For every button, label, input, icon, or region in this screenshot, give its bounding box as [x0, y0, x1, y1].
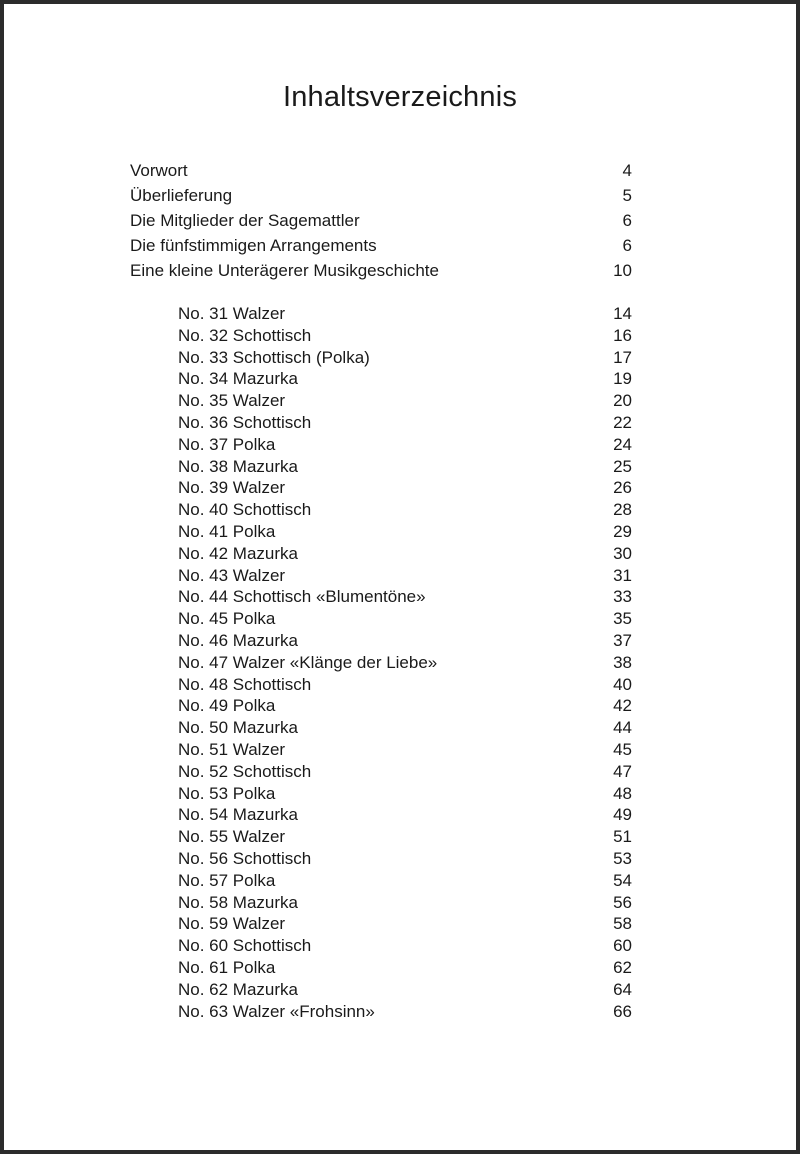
toc-row	[130, 652, 632, 674]
toc-row	[130, 957, 632, 979]
toc-entry-label: No. 48 Schottisch	[178, 674, 312, 694]
toc-entry-page-number: 4	[622, 161, 632, 180]
toc-entry-label: No. 63 Walzer «Frohsinn»	[178, 1001, 375, 1021]
toc-row	[130, 674, 632, 696]
toc-entry-page-number: 24	[613, 434, 632, 454]
toc-entry-page-number: 64	[613, 979, 632, 999]
toc-entry-page-number: 19	[613, 369, 632, 389]
toc-entry-page-number: 28	[613, 500, 632, 520]
toc-row	[130, 456, 632, 478]
toc-entry-label: No. 39 Walzer	[178, 478, 286, 498]
toc-entry-page-number: 47	[613, 761, 632, 781]
toc-entry-page-number: 16	[613, 325, 632, 345]
toc-entry-page-number: 10	[613, 261, 632, 280]
toc-row	[130, 325, 632, 347]
toc-row	[130, 258, 632, 283]
toc-entry-page-number: 31	[613, 565, 632, 585]
toc-entry-label: No. 50 Mazurka	[178, 718, 298, 738]
toc-entry-label: No. 58 Mazurka	[178, 892, 298, 912]
toc-entry-label: No. 42 Mazurka	[178, 543, 298, 563]
toc-row	[130, 935, 632, 957]
toc-row	[130, 783, 632, 805]
pieces-section	[130, 303, 632, 1022]
toc-entry-page-number: 54	[613, 870, 632, 890]
toc-entry-page-number: 53	[613, 848, 632, 868]
toc-entry-page-number: 62	[613, 957, 632, 977]
toc-row	[130, 630, 632, 652]
toc-entry-label: No. 35 Walzer	[178, 391, 286, 411]
toc-row	[130, 543, 632, 565]
toc-entry-page-number: 45	[613, 739, 632, 759]
toc-row	[130, 1001, 632, 1023]
toc-row	[130, 826, 632, 848]
toc-entry-page-number: 25	[613, 456, 632, 476]
toc-entry-page-number: 48	[613, 783, 632, 803]
toc-row	[130, 913, 632, 935]
toc-entry-page-number: 35	[613, 609, 632, 629]
toc-row	[130, 368, 632, 390]
toc-entry-page-number: 60	[613, 936, 632, 956]
toc-row	[130, 303, 632, 325]
toc-row	[130, 183, 632, 208]
toc-entry-label: No. 55 Walzer	[178, 827, 286, 847]
toc-row	[130, 565, 632, 587]
toc-entry-label: No. 34 Mazurka	[178, 369, 298, 389]
page-title: Inhaltsverzeichnis	[282, 81, 518, 113]
toc-entry-label: No. 45 Polka	[178, 609, 276, 629]
toc-entry-page-number: 58	[613, 914, 632, 934]
toc-row	[130, 412, 632, 434]
toc-entry-page-number: 44	[613, 718, 632, 738]
toc-entry-label: No. 33 Schottisch (Polka)	[178, 347, 370, 367]
toc-entry-page-number: 6	[622, 211, 632, 230]
toc-entry-label: No. 61 Polka	[178, 957, 276, 977]
toc-row	[130, 608, 632, 630]
toc-entry-label: No. 36 Schottisch	[178, 412, 312, 432]
toc-row	[130, 390, 632, 412]
toc-entry-page-number: 33	[613, 587, 632, 607]
intro-section	[130, 158, 632, 283]
toc-entry-label: No. 59 Walzer	[178, 914, 286, 934]
toc-entry-page-number: 37	[613, 630, 632, 650]
toc-entry-label: Die Mitglieder der Sagemattler	[130, 211, 360, 230]
toc-row	[130, 477, 632, 499]
toc-entry-label: No. 49 Polka	[178, 696, 276, 716]
toc-entry-label: No. 56 Schottisch	[178, 848, 312, 868]
toc-entry-label: No. 57 Polka	[178, 870, 276, 890]
toc-entry-label: No. 46 Mazurka	[178, 630, 298, 650]
toc-entry-page-number: 6	[622, 236, 632, 255]
toc-entry-page-number: 22	[613, 412, 632, 432]
toc-row	[130, 717, 632, 739]
table-of-contents	[130, 158, 632, 1022]
toc-entry-label: No. 32 Schottisch	[178, 325, 312, 345]
toc-entry-label: No. 43 Walzer	[178, 565, 286, 585]
toc-entry-label: No. 40 Schottisch	[178, 500, 312, 520]
toc-entry-label: Eine kleine Unterägerer Musikgeschichte	[130, 261, 439, 280]
toc-entry-page-number: 30	[613, 543, 632, 563]
toc-entry-label: No. 38 Mazurka	[178, 456, 298, 476]
toc-entry-label: Die fünfstimmigen Arrangements	[130, 236, 377, 255]
toc-row	[130, 739, 632, 761]
toc-row	[130, 347, 632, 369]
toc-entry-page-number: 42	[613, 696, 632, 716]
toc-entry-page-number: 29	[613, 521, 632, 541]
toc-entry-label: No. 31 Walzer	[178, 304, 286, 323]
toc-entry-label: No. 41 Polka	[178, 521, 276, 541]
toc-entry-label: No. 37 Polka	[178, 434, 276, 454]
toc-entry-page-number: 49	[613, 805, 632, 825]
toc-row	[130, 892, 632, 914]
toc-row	[130, 695, 632, 717]
toc-row	[130, 870, 632, 892]
toc-entry-label: No. 51 Walzer	[178, 739, 286, 759]
toc-entry-label: No. 52 Schottisch	[178, 761, 312, 781]
toc-entry-page-number: 5	[622, 186, 632, 205]
toc-entry-page-number: 17	[613, 347, 632, 367]
toc-row	[130, 761, 632, 783]
toc-entry-label: No. 47 Walzer «Klänge der Liebe»	[178, 652, 438, 672]
toc-entry-page-number: 26	[613, 478, 632, 498]
toc-entry-label: No. 44 Schottisch «Blumentöne»	[178, 587, 426, 607]
toc-row	[130, 521, 632, 543]
toc-row	[130, 586, 632, 608]
toc-entry-page-number: 20	[613, 391, 632, 411]
toc-entry-label: No. 54 Mazurka	[178, 805, 298, 825]
toc-entry-label: No. 53 Polka	[178, 783, 276, 803]
toc-entry-label: Vorwort	[130, 161, 188, 180]
toc-row	[130, 434, 632, 456]
toc-row	[130, 208, 632, 233]
toc-entry-label: No. 60 Schottisch	[178, 936, 312, 956]
toc-row	[130, 804, 632, 826]
toc-row	[130, 499, 632, 521]
toc-entry-page-number: 66	[613, 1001, 632, 1021]
toc-row	[130, 158, 632, 183]
toc-row	[130, 233, 632, 258]
toc-entry-page-number: 51	[613, 827, 632, 847]
toc-entry-page-number: 56	[613, 892, 632, 912]
toc-entry-page-number: 38	[613, 652, 632, 672]
toc-entry-page-number: 40	[613, 674, 632, 694]
toc-row	[130, 848, 632, 870]
toc-entry-label: No. 62 Mazurka	[178, 979, 298, 999]
toc-row	[130, 979, 632, 1001]
toc-entry-label: Überlieferung	[130, 186, 233, 205]
toc-entry-page-number: 14	[613, 304, 632, 323]
